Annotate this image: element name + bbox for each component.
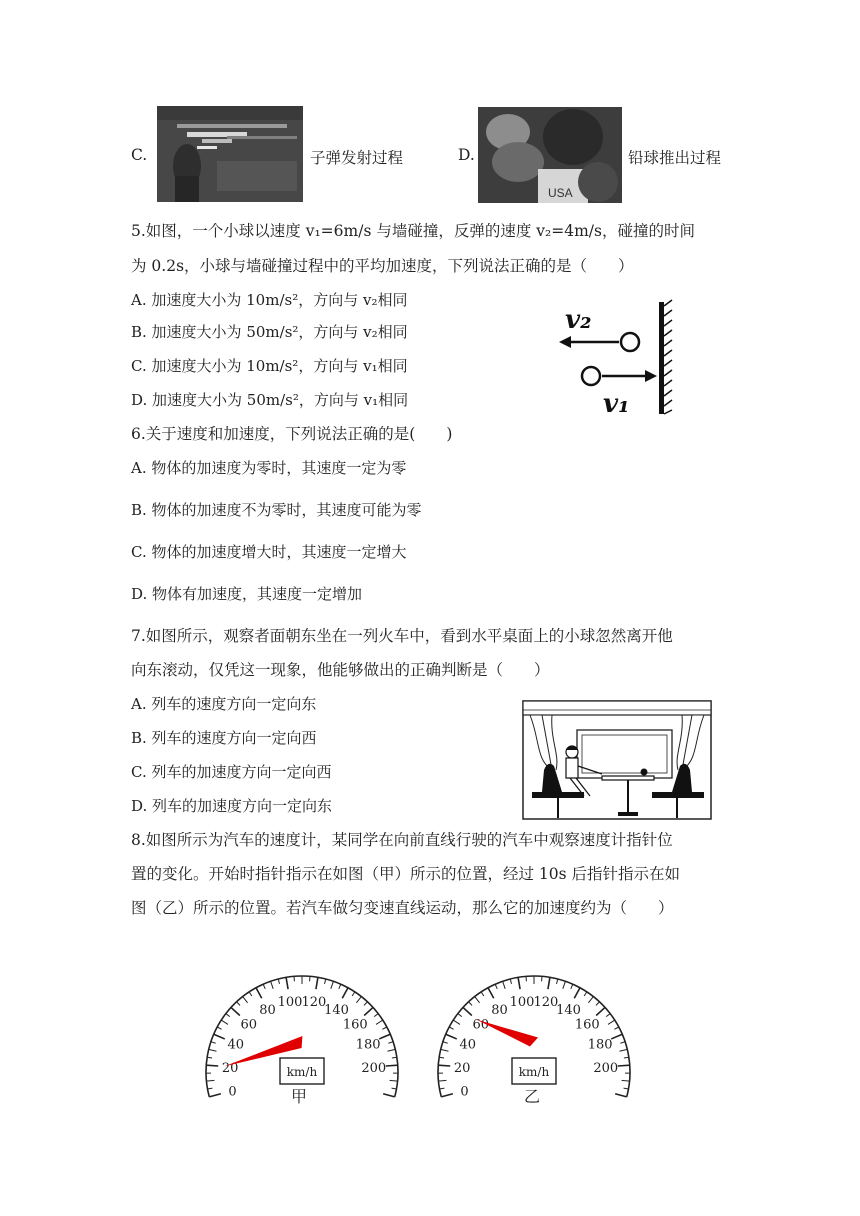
gauge-tick bbox=[438, 1065, 450, 1066]
gauge-tick bbox=[458, 1014, 462, 1017]
q5-option-b: B. 加速度大小为 50m/s²，方向与 v₂相同 bbox=[131, 323, 408, 341]
rebound-ball bbox=[621, 333, 639, 351]
gauge-tick-label: 200 bbox=[593, 1060, 619, 1076]
gauge-tick bbox=[441, 1049, 449, 1051]
gauge-tick bbox=[563, 981, 566, 989]
svg-text:USA: USA bbox=[548, 186, 573, 200]
gauge-tick-label: 0 bbox=[460, 1084, 469, 1100]
gauge-tick bbox=[624, 1088, 629, 1089]
gauge-tick bbox=[364, 1007, 373, 1015]
q7-option-d: D. 列车的加速度方向一定向东 bbox=[131, 797, 333, 815]
train-interior-figure bbox=[522, 700, 712, 820]
gauge-tick bbox=[214, 1034, 225, 1039]
shot-put-photo bbox=[478, 107, 622, 203]
gauge-tick bbox=[622, 1080, 630, 1081]
gauge-tick bbox=[439, 1057, 444, 1058]
incoming-ball bbox=[582, 367, 600, 385]
gauge-tick-label: 0 bbox=[228, 1084, 237, 1100]
gauge-tick-label: 40 bbox=[459, 1037, 477, 1053]
gauge-tick-label: 100 bbox=[277, 994, 303, 1010]
gauge-tick bbox=[620, 1042, 625, 1044]
gauge-tick bbox=[208, 1088, 213, 1089]
gauge-tick-label: 100 bbox=[509, 994, 535, 1010]
train-table-ball bbox=[641, 769, 648, 776]
gauge-tick bbox=[339, 984, 341, 989]
gauge-tick bbox=[618, 1065, 630, 1066]
gauge-tick bbox=[278, 979, 279, 984]
q6-option-b: B. 物体的加速度不为零时，其速度可能为零 bbox=[131, 501, 422, 519]
gauge-tick-label: 20 bbox=[453, 1060, 471, 1076]
option-c-letter: C. bbox=[131, 146, 148, 164]
gauge-tick bbox=[615, 1094, 627, 1097]
gauge-tick bbox=[243, 997, 248, 1003]
gauge-tick bbox=[574, 988, 580, 999]
gauge-tick bbox=[386, 1065, 398, 1066]
option-d-letter: D. bbox=[458, 146, 475, 164]
q8-stem-line1: 8.如图所示为汽车的速度计，某同学在向前直线行驶的汽车中观察速度计指针位 bbox=[131, 831, 673, 849]
q6-stem: 6.关于速度和加速度，下列说法正确的是( ) bbox=[131, 425, 453, 443]
gauge-tick-label: 20 bbox=[221, 1060, 239, 1076]
gauge-tick-label: 180 bbox=[587, 1037, 613, 1053]
q6-option-a: A. 物体的加速度为零时，其速度一定为零 bbox=[131, 459, 407, 477]
gauge-tick bbox=[221, 1020, 228, 1024]
gauge-tick bbox=[510, 979, 511, 984]
gauge-tick bbox=[256, 988, 262, 999]
gauge-tick bbox=[596, 1007, 605, 1015]
gauge-tick bbox=[207, 1057, 212, 1058]
gauge-tick bbox=[388, 1042, 393, 1044]
gauge-tick bbox=[379, 1034, 390, 1039]
gauge-tick-label: 60 bbox=[240, 1017, 257, 1033]
q5-stem-line2: 为 0.2s，小球与墙碰撞过程中的平均加速度，下列说法正确的是（ ） bbox=[131, 257, 634, 275]
gauge-tick bbox=[624, 1057, 629, 1058]
gauge-tick bbox=[548, 977, 550, 989]
q8-stem-line3: 图（乙）所示的位置。若汽车做匀变速直线运动，那么它的加速度约为（ ） bbox=[131, 899, 674, 917]
gauge-tick bbox=[325, 979, 326, 984]
q6-option-c: C. 物体的加速度增大时，其速度一定增大 bbox=[131, 543, 407, 561]
ball-wall-figure bbox=[555, 296, 685, 420]
gauge-tick bbox=[608, 1020, 615, 1024]
gauge-tick bbox=[342, 988, 348, 999]
q5-option-d: D. 加速度大小为 50m/s²，方向与 v₁相同 bbox=[131, 391, 409, 409]
gauge-tick-label: 40 bbox=[227, 1037, 245, 1053]
gauge-tick bbox=[383, 1094, 395, 1097]
gauge-tick bbox=[316, 977, 318, 989]
q7-stem-line2: 向东滚动，仅凭这一现象，他能够做出的正确判断是（ ） bbox=[131, 661, 550, 679]
gauge-tick bbox=[209, 1094, 221, 1097]
v2-label: v₂ bbox=[565, 305, 592, 335]
gauge-tick bbox=[495, 984, 497, 989]
speedometer-yi-dial bbox=[438, 976, 630, 1100]
gauge-tick-label: 60 bbox=[472, 1017, 489, 1033]
gauge-tick bbox=[557, 979, 558, 984]
q7-option-c: C. 列车的加速度方向一定向西 bbox=[131, 763, 332, 781]
gauge-tick-label: 160 bbox=[342, 1017, 368, 1033]
gauge-tick bbox=[518, 977, 520, 989]
q5-option-c: C. 加速度大小为 10m/s²，方向与 v₁相同 bbox=[131, 357, 408, 375]
gauge-tick-label: 140 bbox=[324, 1002, 349, 1018]
gauge-tick bbox=[392, 1057, 397, 1058]
q7-option-a: A. 列车的速度方向一定向东 bbox=[131, 695, 317, 713]
q6-option-d: D. 物体有加速度，其速度一定增加 bbox=[131, 585, 363, 603]
speedometer-yi-label: 乙 bbox=[524, 1087, 541, 1106]
gauge-tick bbox=[571, 984, 573, 989]
v1-label: v₁ bbox=[603, 389, 630, 419]
gauge-tick-label: 180 bbox=[355, 1037, 381, 1053]
gauge-tick bbox=[453, 1020, 460, 1024]
q7-option-b: B. 列车的速度方向一定向西 bbox=[131, 729, 317, 747]
q5-option-a: A. 加速度大小为 10m/s²，方向与 v₂相同 bbox=[131, 291, 408, 309]
gauge-tick bbox=[352, 992, 355, 996]
gauge-needle bbox=[476, 1020, 538, 1047]
gauge-tick bbox=[237, 1002, 240, 1006]
bullet-firing-image bbox=[157, 106, 303, 202]
gauge-tick bbox=[390, 1080, 398, 1081]
gauge-tick bbox=[388, 1049, 396, 1051]
gauge-tick bbox=[356, 997, 361, 1003]
gauge-tick bbox=[463, 1007, 472, 1015]
gauge-tick-label: 140 bbox=[556, 1002, 581, 1018]
gauge-tick bbox=[596, 1002, 599, 1006]
gauge-unit-label: km/h bbox=[518, 1065, 550, 1079]
gauge-tick bbox=[374, 1014, 378, 1017]
speedometer-yi bbox=[428, 946, 650, 1100]
gauge-tick bbox=[226, 1014, 230, 1017]
gauge-tick bbox=[469, 1002, 472, 1006]
gauge-tick bbox=[211, 1042, 216, 1044]
gauge-tick bbox=[382, 1027, 386, 1029]
speedometer-jia-dial bbox=[206, 976, 398, 1100]
gauge-unit-label: km/h bbox=[286, 1065, 318, 1079]
gauge-tick bbox=[446, 1034, 457, 1039]
gauge-tick bbox=[503, 981, 506, 989]
gauge-tick bbox=[217, 1027, 221, 1029]
gauge-tick bbox=[206, 1080, 214, 1081]
option-d-text: 铅球推出过程 bbox=[628, 149, 722, 167]
gauge-tick bbox=[249, 992, 252, 996]
option-c-text: 子弹发射过程 bbox=[310, 149, 404, 167]
gauge-tick bbox=[209, 1049, 217, 1051]
gauge-tick bbox=[606, 1014, 610, 1017]
q7-stem-line1: 7.如图所示，观察者面朝东坐在一列火车中，看到水平桌面上的小球忽然离开他 bbox=[131, 627, 673, 645]
gauge-tick bbox=[584, 992, 587, 996]
gauge-tick bbox=[286, 977, 288, 989]
gauge-tick-label: 200 bbox=[361, 1060, 387, 1076]
gauge-tick bbox=[392, 1088, 397, 1089]
gauge-tick bbox=[481, 992, 484, 996]
gauge-tick-label: 160 bbox=[574, 1017, 600, 1033]
gauge-tick bbox=[364, 1002, 367, 1006]
gauge-tick bbox=[440, 1088, 445, 1089]
gauge-tick bbox=[441, 1094, 453, 1097]
gauge-tick bbox=[488, 988, 494, 999]
gauge-tick bbox=[376, 1020, 383, 1024]
q8-stem-line2: 置的变化。开始时指针指示在如图（甲）所示的位置，经过 10s 后指针指示在如 bbox=[131, 865, 681, 883]
gauge-tick bbox=[611, 1034, 622, 1039]
gauge-tick bbox=[620, 1049, 628, 1051]
speedometer-jia bbox=[196, 946, 418, 1100]
gauge-tick bbox=[438, 1080, 446, 1081]
gauge-tick bbox=[475, 997, 480, 1003]
gauge-tick bbox=[443, 1042, 448, 1044]
bullet-firing-photo bbox=[157, 106, 303, 202]
gauge-tick bbox=[263, 984, 265, 989]
gauge-tick-label: 80 bbox=[491, 1002, 508, 1018]
q5-stem-line1: 5.如图，一个小球以速度 v₁=6m/s 与墙碰撞，反弹的速度 v₂=4m/s，碰撞的时间 bbox=[131, 222, 695, 240]
gauge-tick bbox=[231, 1007, 240, 1015]
gauge-tick-label: 120 bbox=[533, 994, 559, 1010]
gauge-tick bbox=[588, 997, 593, 1003]
gauge-tick bbox=[449, 1027, 453, 1029]
gauge-tick bbox=[271, 981, 274, 989]
gauge-tick bbox=[614, 1027, 618, 1029]
gauge-tick bbox=[206, 1065, 218, 1066]
gauge-tick-label: 120 bbox=[301, 994, 327, 1010]
gauge-tick bbox=[331, 981, 334, 989]
speedometer-jia-label: 甲 bbox=[291, 1087, 308, 1106]
shot-put-image bbox=[478, 107, 622, 203]
gauge-tick-label: 80 bbox=[259, 1002, 276, 1018]
